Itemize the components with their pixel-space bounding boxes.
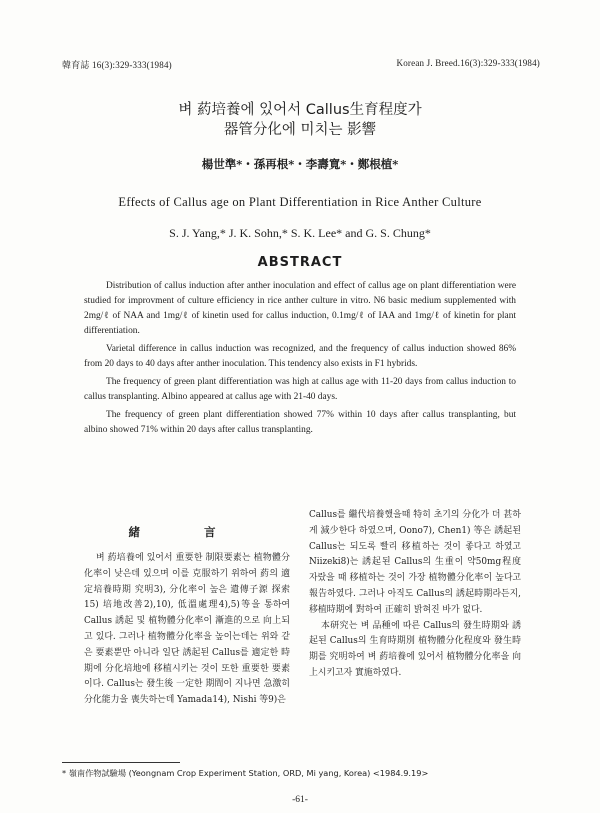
paper-title-korean (0, 100, 600, 140)
paper-title-english: Effects of Callus age on Plant Differentiation in Rice Anther Culture (118, 195, 482, 209)
abstract-heading: ABSTRACT (257, 255, 343, 270)
affiliation-footnote: * 嶺南作物試驗場 (Yeongnam Crop Experiment Station, ORD, Mi yang, Korea) <1984.9.19> (62, 768, 429, 778)
intro-paragraph: 벼 葯培養에 있어서 重要한 制限要素는 植物體分化率이 낮은데 있으며 이를 克服하기 위하여 葯의 適定培養時期 究明3), 分化率이 높은 遺傳子源 探索15) 培地改善2),10), 低溫處理4),5)等을 통하여 Callus 誘起 및 植物體分化率이 漸進的으로 向上되고 있다. 그러나 植物體分化率을 높이는데는 위와 같은 要素뿐만 아니라 일단 誘起된 Callus를 適定한 時期에 分化培地에 移植시키는 것이 또한 重要한 要素이다. Callus는 發生後 一定한 期間이 지나면 急激히 分化能力을 喪失하는데 Yamada14), Nishi 等9)은 (84, 553, 290, 706)
journal-citation-english: Korean J. Breed.16(3):329-333(1984) (396, 58, 540, 68)
authors-english: S. J. Yang,* J. K. Sohn,* S. K. Lee* and G. S. Chung* (169, 226, 431, 240)
introduction-right-column (309, 508, 521, 682)
page-number: -61- (292, 795, 308, 805)
title-line-1: 벼 葯培養에 있어서 Callus生育程度가 (178, 102, 422, 118)
abstract-paragraph: The frequency of green plant differentiation was high at callus age with 11-20 days from callus induction to callus transplanting. Albino appeared at callus age with 21-40 days. (84, 377, 516, 402)
abstract-body (84, 279, 516, 441)
title-line-2: 器管分化에 미치는 影響 (223, 122, 377, 138)
footnote-divider (62, 762, 180, 763)
introduction-left-column (84, 551, 290, 709)
intro-paragraph: 本研究는 벼 品種에 따른 Callus의 發生時期와 誘起된 Callus의 生育時期別 植物體分化程度와 發生時期를 究明하여 벼 葯培養에 있어서 植物體分化率을 向上시키고자 實施하였다. (309, 620, 521, 678)
abstract-paragraph: The frequency of green plant differentiation showed 77% within 10 days after callus transplanting, but albino showed 71% within 20 days after callus transplanting. (84, 410, 516, 435)
authors-korean: 楊世準*・孫再根*・李壽寬*・鄭根植* (201, 157, 399, 171)
journal-citation-korean: 韓育誌 16(3):329-333(1984) (62, 60, 172, 70)
intro-paragraph: Callus를 繼代培養했을때 特히 초기의 分化가 더 甚하게 減少한다 하였으며, Oono7), Chen1) 等은 誘起된 Callus는 되도록 빨리 移植하는 것이 좋다고 하였고 Niizeki8)는 誘起된 Callus의 生重이 약50mg程度 자랐을 때 移植하는 것이 가장 植物體分化率이 높다고 報告하였다. 그러나 아직도 Callus의 誘起時期라든지, 移植時期에 對하여 正確히 밝혀진 바가 없다. (309, 510, 521, 615)
abstract-paragraph: Distribution of callus induction after anther inoculation and effect of callus age on plant differentiation were studied for improvment of culture efficiency in rice anther culture in vitro. N6 basic medium supplemented with 2mg/ℓ of NAA and 1mg/ℓ of kinetin used for callus induction, 0.1mg/ℓ of IAA and 1mg/ℓ of kinetin for plant differentiation. (84, 281, 516, 336)
abstract-paragraph: Varietal difference in callus induction was recognized, and the frequency of callus induction showed 86% from 20 days to 40 days after anther inoculation. This tendency also exists in F1 hybrids. (84, 344, 516, 369)
introduction-heading: 緒 言 (128, 525, 246, 539)
